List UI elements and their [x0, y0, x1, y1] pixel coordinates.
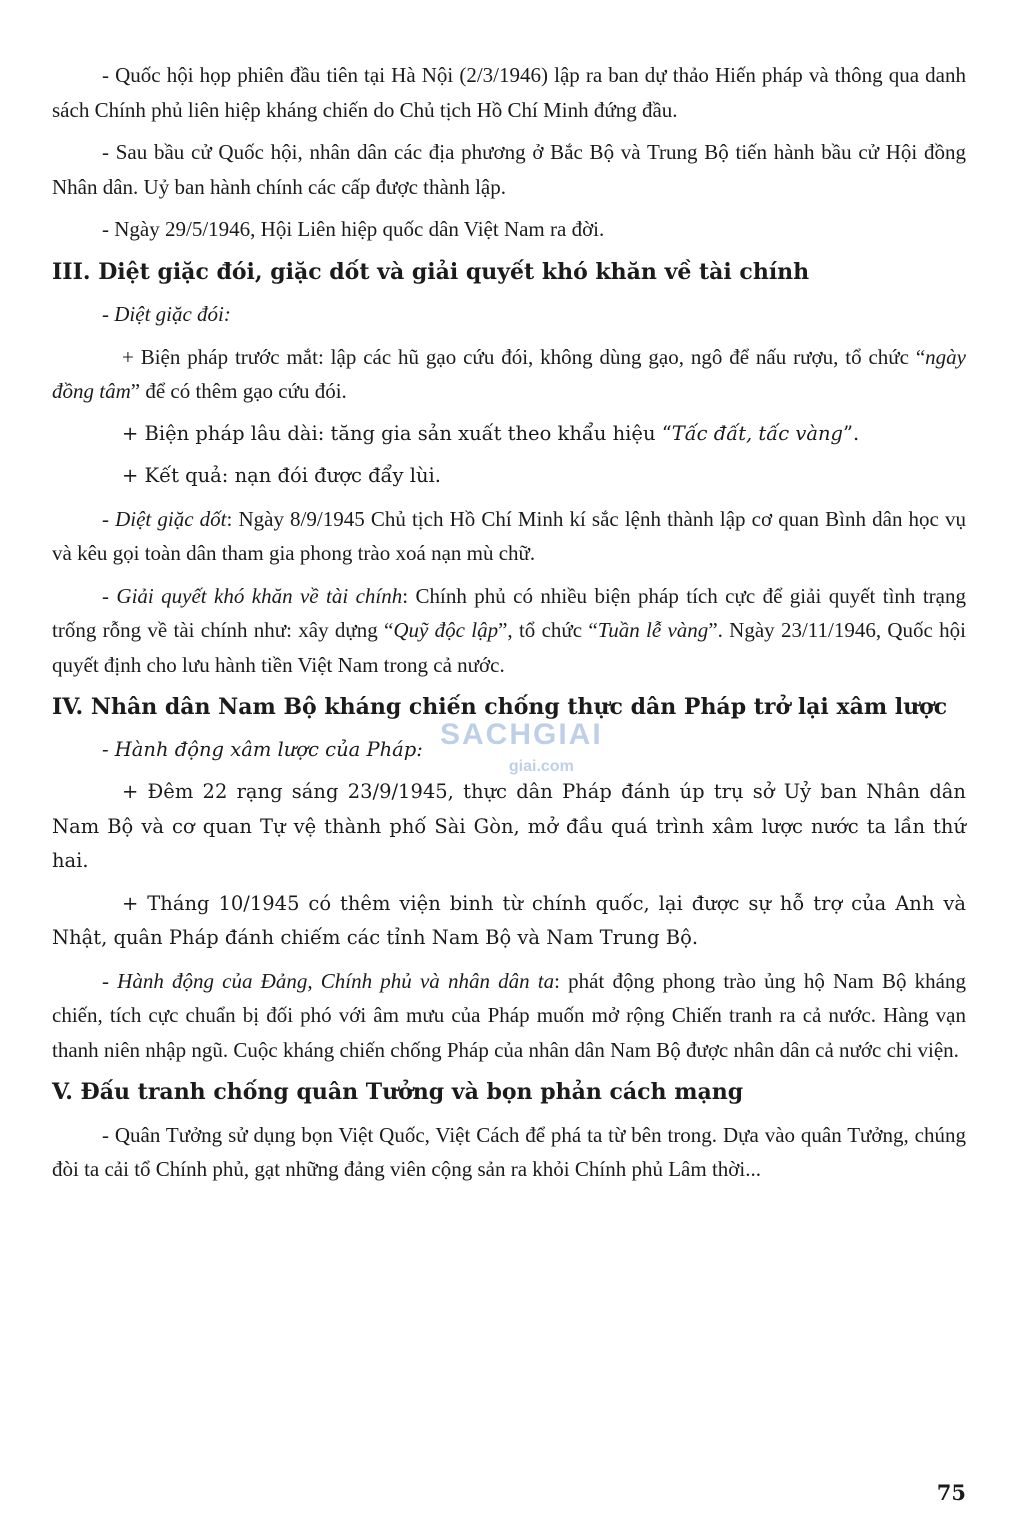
section-heading-iv: IV. Nhân dân Nam Bộ kháng chiến chống thực dân Pháp trở lại xâm lược	[52, 694, 948, 720]
paragraph-saigon-attack: + Đêm 22 rạng sáng 23/9/1945, thực dân Pháp đánh úp trụ sở Uỷ ban Nhân dân Nam Bộ và cơ quan Tự vệ thành phố Sài Gòn, mở đầu quá trình xâm lược nước ta lần thứ hai.	[52, 780, 966, 872]
section-heading-iii: III. Diệt giặc đói, giặc dốt và giải quyết khó khăn về tài chính	[52, 258, 810, 285]
paragraph-national-assembly: - Quốc hội họp phiên đầu tiên tại Hà Nội (2/3/1946) lập ra ban dự thảo Hiến pháp và thông qua danh sách Chính phủ liên hiệp kháng chiến do Chủ tịch Hồ Chí Minh đứng đầu.	[52, 63, 966, 122]
paragraph-short-term-measures: + Biện pháp trước mắt: lập các hũ gạo cứu đói, không dùng gạo, ngô để nấu rượu, tổ chức “ngày đồng tâm” để có thêm gạo cứu đói.	[52, 344, 966, 403]
paragraph-party-response: - Hành động của Đảng, Chính phủ và nhân dân ta: phát động phong trào ủng hộ Nam Bộ kháng chiến, tích cực chuẩn bị đối phó với âm mưu của Pháp muốn mở rộng Chiến tranh ra cả nước. Hàng vạn thanh niên nhập ngũ. Cuộc kháng chiến chống Pháp của nhân dân Nam Bộ được nhân dân cả nước chi viện.	[52, 968, 966, 1062]
page-body	[52, 58, 966, 1195]
paragraph-peoples-councils: - Sau bầu cử Quốc hội, nhân dân các địa phương ở Bắc Bộ và Trung Bộ tiến hành bầu cử Hội đồng Nhân dân. Uỷ ban hành chính các cấp được thành lập.	[52, 140, 966, 199]
paragraph-long-term-measures: + Biện pháp lâu dài: tăng gia sản xuất theo khẩu hiệu “Tấc đất, tấc vàng”.	[122, 421, 860, 445]
paragraph-illiteracy: - Diệt giặc dốt: Ngày 8/9/1945 Chủ tịch Hồ Chí Minh kí sắc lệnh thành lập cơ quan Bình dân học vụ và kêu gọi toàn dân tham gia phong trào xoá nạn mù chữ.	[52, 506, 966, 565]
paragraph-chiang-troops: - Quân Tưởng sử dụng bọn Việt Quốc, Việt Cách để phá ta từ bên trong. Dựa vào quân Tưởng, chúng đòi ta cải tổ Chính phủ, gạt những đảng viên cộng sản ra khỏi Chính phủ Lâm thời...	[52, 1122, 966, 1181]
subheading-famine: - Diệt giặc đói:	[102, 302, 231, 326]
paragraph-national-union: - Ngày 29/5/1946, Hội Liên hiệp quốc dân Việt Nam ra đời.	[102, 217, 605, 241]
paragraph-finance: - Giải quyết khó khăn về tài chính: Chính phủ có nhiều biện pháp tích cực để giải quyết tình trạng trống rỗng về tài chính như: xây dựng “Quỹ độc lập”, tổ chức “Tuần lễ vàng”. Ngày 23/11/1946, Quốc hội quyết định cho lưu hành tiền Việt Nam trong cả nước.	[52, 583, 966, 677]
watermark-logo: SACHGIAI giai.com	[440, 718, 603, 775]
paragraph-reinforcements: + Tháng 10/1945 có thêm viện binh từ chính quốc, lại được sự hỗ trợ của Anh và Nhật, quân Pháp đánh chiếm các tỉnh Nam Bộ và Nam Trung Bộ.	[52, 891, 966, 949]
paragraph-famine-result: + Kết quả: nạn đói được đẩy lùi.	[122, 464, 441, 487]
subheading-french-aggression: - Hành động xâm lược của Pháp:	[102, 737, 423, 761]
section-heading-v: V. Đấu tranh chống quân Tưởng và bọn phản cách mạng	[52, 1079, 744, 1105]
page-number: 75	[936, 1480, 966, 1505]
